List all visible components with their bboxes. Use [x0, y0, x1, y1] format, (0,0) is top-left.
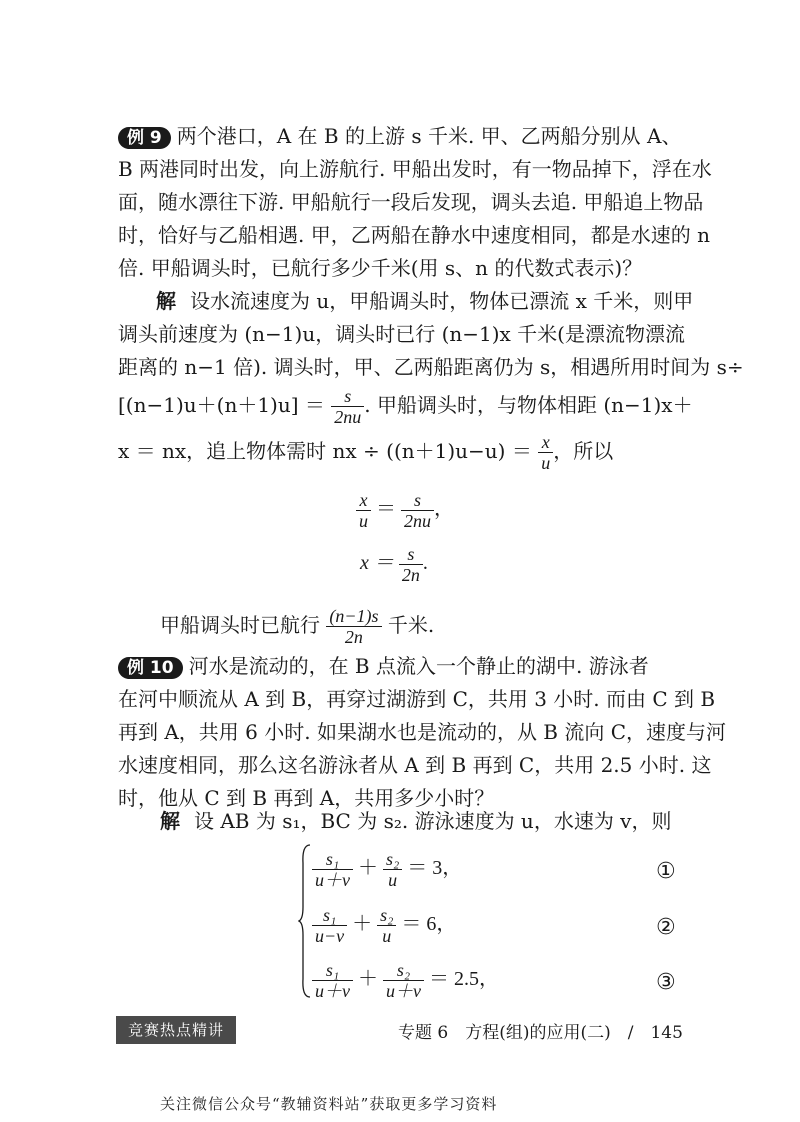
sol9-text-1: 设水流速度为 u，甲船调头时，物体已漂流 x 千米，则甲: [190, 289, 694, 313]
ex9-line-5: 倍. 甲船调头时，已航行多少千米(用 s、n 的代数式表示)？: [118, 256, 643, 280]
ex10-line-2: 在河中顺流从 A 到 B，再穿过湖游到 C，共用 3 小时. 而由 C 到 B: [118, 687, 716, 711]
chapter-title-page-number: 专题 6 方程(组)的应用(二) / 145: [398, 1023, 683, 1043]
sol9-text-4b: . 甲船调头时，与物体相距 (n−1)x＋: [364, 393, 693, 417]
ex10-line-3: 再到 A，共用 6 小时. 如果湖水也是流动的，从 B 流向 C，速度与河: [118, 720, 727, 744]
ex9-text-1: 两个港口，A 在 B 的上游 s 千米. 甲、乙两船分别从 A、: [176, 124, 682, 148]
equation-b: x ＝ $\frac{s}{2n}$ .: [360, 544, 428, 585]
marker-1: ①: [656, 859, 676, 884]
sol9-answer: 甲船调头时已航行 $\frac{(n-1)s}{2n}$ 千米.: [160, 606, 435, 647]
watermark-text: 关注微信公众号“教辅资料站”获取更多学习资料: [160, 1095, 498, 1113]
ex9-line-3: 面，随水漂往下游. 甲船航行一段后发现，调头去追. 甲船追上物品: [118, 190, 704, 214]
sol9-text-5b: ，所以: [553, 439, 614, 463]
system-equation-3: $\frac{\text{s₁}}{u+v}$ ＋ $\frac{\text{s₂}}{u+v}$ ＝ 2.5，: [312, 960, 499, 1001]
fraction-x-over-u: $\frac{x}{u}$: [538, 432, 553, 473]
sol10-label: 解: [160, 809, 180, 833]
marker-3: ③: [656, 970, 676, 995]
system-equation-2: $\frac{\text{s₁}}{u-v}$ ＋ $\frac{\text{s₂}}{u}$ ＝ 6，: [312, 905, 456, 946]
sol9-line-5: [118, 432, 688, 473]
ex10-line-4: 水速度相同，那么这名游泳者从 A 到 B 再到 C，共用 2.5 小时. 这: [118, 753, 712, 777]
sol10-line-1: 解 设 AB 为 s₁，BC 为 s₂. 游泳速度为 u，水速为 v，则: [160, 809, 672, 833]
fraction-s-over-2nu: $\frac{s}{2nu}$: [331, 386, 364, 427]
system-equation-1: $\frac{\text{s₁}}{u+v}$ ＋ $\frac{\text{s₂}}{u}$ ＝ 3，: [312, 849, 462, 890]
section-label: 竞赛热点精讲: [116, 1016, 236, 1044]
ex10-line-5: 时，他从 C 到 B 再到 A，共用多少小时？: [118, 786, 495, 810]
sol9-label: 解: [156, 289, 176, 313]
ex9-line-1: [118, 124, 688, 149]
marker-2: ②: [656, 915, 676, 940]
sol9-line-1: [156, 289, 694, 313]
sol9-text-5a: x ＝ nx，追上物体需时 nx ÷ ((n＋1)u−u) ＝: [118, 439, 532, 463]
ex9-line-4: 时，恰好与乙船相遇. 甲，乙两船在静水中速度相同，都是水速的 n: [118, 223, 710, 247]
sol9-line-3: 距离的 n−1 倍). 调头时，甲、乙两船距离仍为 s，相遇所用时间为 s÷: [118, 355, 744, 379]
left-brace: [298, 843, 312, 999]
ex10-badge: 例 10: [118, 657, 183, 679]
fraction-answer: $\frac{(n-1)s}{2n}$: [326, 606, 381, 647]
sol9-text-4a: [(n−1)u＋(n＋1)u] ＝: [118, 393, 325, 417]
ex10-line-1: 例 10 河水是流动的，在 B 点流入一个静止的湖中. 游泳者: [118, 654, 688, 679]
sol9-line-4: [118, 386, 693, 427]
sol9-line-2: 调头前速度为 (n−1)u，调头时已行 (n−1)x 千米(是漂流物漂流: [118, 322, 685, 346]
ex9-line-2: B 两港同时出发，向上游航行. 甲船出发时，有一物品掉下，浮在水: [118, 157, 712, 181]
equation-a: $\frac{x}{u}$ ＝ $\frac{s}{2nu}$ ，: [356, 490, 454, 531]
ex9-badge: 例 9: [118, 127, 171, 149]
